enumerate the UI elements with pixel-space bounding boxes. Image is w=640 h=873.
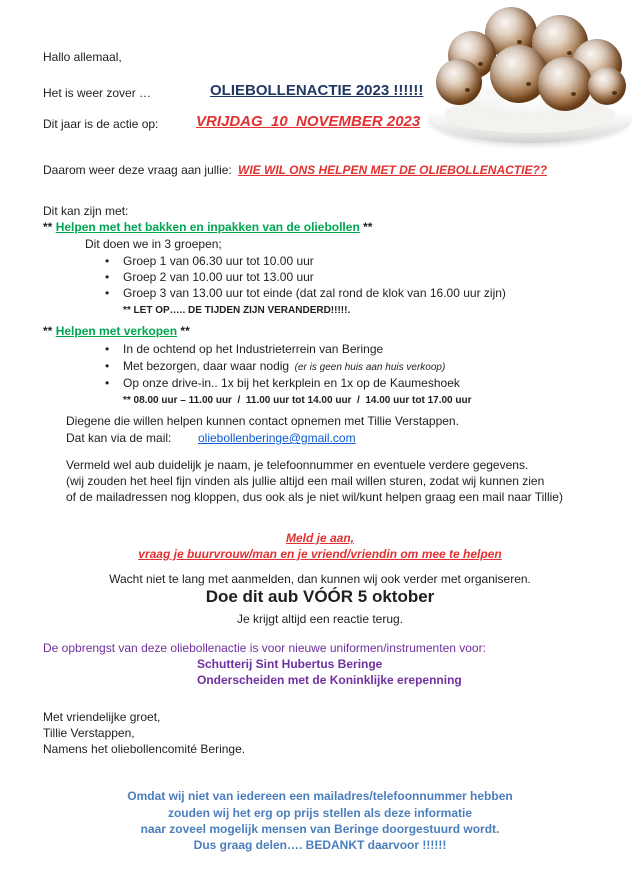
question-label: Daarom weer deze vraag aan jullie:: [43, 163, 232, 177]
oliebol-ball: [538, 57, 592, 111]
sell-bullet-1: [105, 342, 383, 358]
deadline-line-3: Je krijgt altijd een reactie terug.: [236, 612, 404, 626]
closing-line-3: Namens het oliebollencomité Beringe.: [43, 742, 246, 756]
footer-line-1: Omdat wij niet van iedereen een mailadres/telefoonnummer hebben: [127, 789, 513, 803]
email-link[interactable]: oliebollenberinge@gmail.com: [198, 431, 356, 445]
action-title: OLIEBOLLENACTIE 2023 !!!!!!: [210, 82, 424, 99]
sell-bullet-2: [105, 359, 445, 375]
proceeds-intro: De opbrengst van deze oliebollenactie is voor nieuwe uniformen/instrumenten voor:: [43, 641, 486, 655]
section-bake-heading: [43, 220, 372, 235]
stars-suffix: **: [180, 324, 190, 338]
bake-subline: Dit doen we in 3 groepen;: [85, 237, 222, 251]
deadline-line-1: Wacht niet te lang met aanmelden, dan kunnen wij ook verder met organiseren.: [109, 572, 531, 586]
stars-prefix: **: [43, 220, 53, 234]
sell-bullet-3-text: Op onze drive-in.. 1x bij het kerkplein en 1x op de Kaumeshoek: [123, 376, 460, 390]
deadline-date: Doe dit aub VÓÓR 5 oktober: [205, 587, 435, 606]
date-label: Dit jaar is de actie op:: [43, 117, 159, 131]
sell-heading-text: Helpen met verkopen: [55, 324, 178, 338]
cta-line-2: vraag je buurvrouw/man en je vriend/vriendin om mee te helpen: [138, 547, 502, 561]
bake-bullet-2: [105, 270, 314, 285]
section-sell-heading: [43, 324, 190, 339]
closing-line-2: Tillie Verstappen,: [43, 726, 135, 740]
remark-line-3: of de mailadressen nog kloppen, dus ook als je niet wil/kunt helpen graag een mail naar Tillie): [66, 490, 563, 504]
bake-bullet-3: [105, 286, 506, 301]
contact-mail-label: Dat kan via de mail:: [66, 431, 172, 445]
bake-bullet-2-text: Groep 2 van 10.00 uur tot 13.00 uur: [123, 270, 314, 284]
oliebol-ball: [436, 59, 482, 105]
sell-bullet-2-note: (er is geen huis aan huis verkoop): [289, 362, 446, 373]
closing-line-1: Met vriendelijke groet,: [43, 710, 161, 724]
drive-in-times: ** 08.00 uur – 11.00 uur / 11.00 uur tot 14.00 uur / 14.00 uur tot 17.00 uur: [123, 395, 472, 406]
greeting-text: Hallo allemaal,: [43, 50, 122, 64]
intro-label: Het is weer zover …: [43, 86, 152, 100]
footer-line-3: naar zoveel mogelijk mensen van Beringe doorgestuurd wordt.: [140, 822, 500, 836]
remark-line-1: Vermeld wel aub duidelijk je naam, je telefoonnummer en eventuele verdere gegevens.: [66, 458, 529, 472]
oliebol-ball: [588, 67, 626, 105]
proceeds-org: Schutterij Sint Hubertus Beringe: [197, 657, 383, 671]
help-question: WIE WIL ONS HELPEN MET DE OLIEBOLLENACTIE??: [238, 163, 548, 177]
oliebollen-photo: [430, 5, 635, 145]
stars-prefix: **: [43, 324, 53, 338]
bake-bullet-1: [105, 254, 314, 269]
footer-line-2: zouden wij het erg op prijs stellen als deze informatie: [167, 806, 473, 820]
action-date: VRIJDAG 10 NOVEMBER 2023: [196, 113, 421, 130]
bake-heading-text: Helpen met het bakken en inpakken van de oliebollen: [55, 220, 360, 234]
bake-bullet-1-text: Groep 1 van 06.30 uur tot 10.00 uur: [123, 254, 314, 268]
proceeds-honor: Onderscheiden met de Koninklijke erepenning: [197, 673, 462, 687]
remark-line-2: (wij zouden het heel fijn vinden als jullie altijd een mail willen sturen, zodat wij kunnen zien: [66, 474, 545, 488]
sell-bullet-2-text: Met bezorgen, daar waar nodig: [123, 359, 290, 373]
bake-bullet-3-text: Groep 3 van 13.00 uur tot einde (dat zal rond de klok van 16.00 uur zijn): [123, 286, 506, 300]
sell-bullet-1-text: In de ochtend op het Industrieterrein van Beringe: [123, 342, 384, 356]
contact-line: Diegene die willen helpen kunnen contact opnemen met Tillie Verstappen.: [66, 414, 459, 428]
times-changed-note: ** LET OP….. DE TIJDEN ZIJN VERANDERD!!!!!.: [123, 305, 351, 316]
footer-line-4: Dus graag delen…. BEDANKT daarvoor !!!!!!: [193, 838, 447, 852]
sell-bullet-3: [105, 376, 460, 392]
cta-line-1: Meld je aan,: [285, 531, 355, 545]
stars-suffix: **: [363, 220, 373, 234]
help-intro: Dit kan zijn met:: [43, 204, 129, 218]
